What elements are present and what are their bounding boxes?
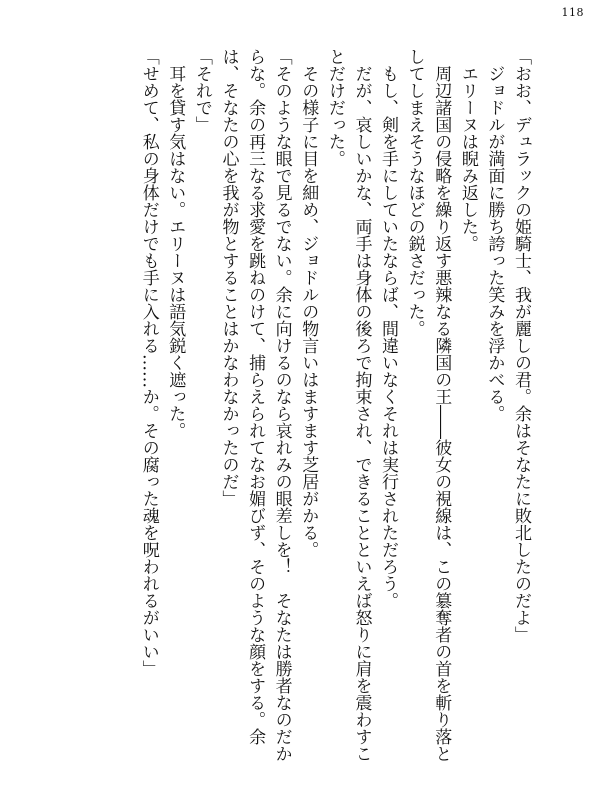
paragraph-5: もし、剣を手にしていたならば、間違いなくそれは実行されただろう。 — [378, 65, 399, 609]
paragraph-11: 「せめて、私の身体だけでも手に入れる……か。その腐った魂を呪われるがいい」 — [138, 48, 159, 677]
paragraph-10: 耳を貸す気はない。エリーヌは語気鋭く遮った。 — [165, 65, 186, 439]
paragraph-4: 周辺諸国の侵略を繰り返す悪辣なる隣国の王――彼女の視線は、この簒奪者の首を斬り落としてしまえそうなほどの鋭さだった。 — [404, 48, 452, 762]
body-text — [59, 48, 534, 777]
page-number: 118 — [561, 6, 584, 19]
paragraph-6: だが、哀しいかな、両手は身体の後ろで拘束され、できることといえば怒りに肩を震わすことだけだった。 — [324, 48, 372, 762]
paragraph-3: エリーヌは睨み返した。 — [457, 65, 478, 252]
paragraph-2: ジョドルが満面に勝ち誇った笑みを浮かべる。 — [484, 65, 505, 422]
paragraph-9: 「それで」 — [191, 48, 212, 133]
paragraph-1: 「おお、デュラックの姫騎士、我が麗しの君。余はそなたに敗北したのだよ」 — [511, 48, 531, 643]
paragraph-7: その様子に目を細め、ジョドルの物言いはますます芝居がかる。 — [298, 65, 319, 558]
paragraph-8: 「そのような眼で見るでない。余に向けるのなら哀れみの眼差しを！ そなたは勝者なのだからな。余の再三なる求愛を跳ねのけて、捕らえられてなお媚びず、そのような顔をする。余は、そなたの心を我が物とすることはかなわなかったのだ」 — [218, 48, 292, 762]
